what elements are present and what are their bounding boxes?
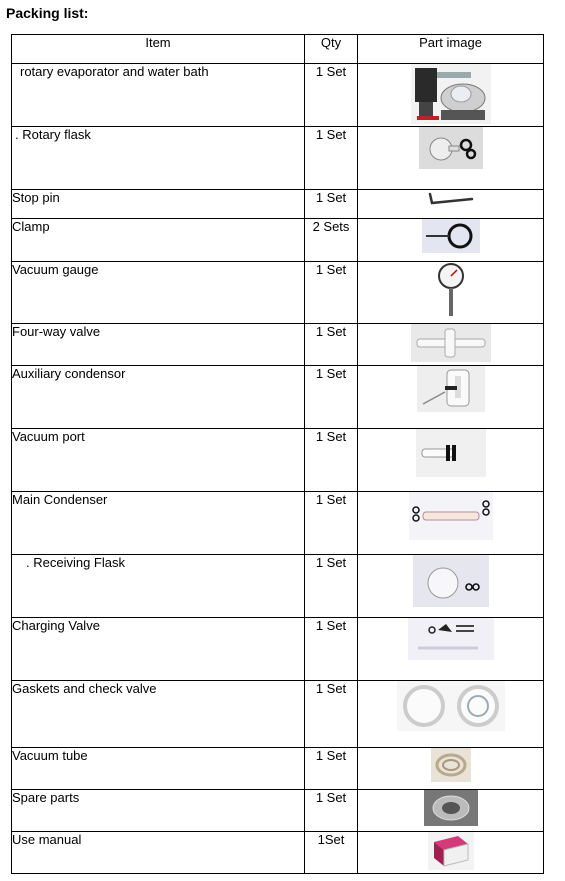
item-cell: Stop pin xyxy=(12,190,305,219)
item-cell: . Rotary flask xyxy=(12,127,305,190)
qty-cell: 1 Set xyxy=(305,64,358,127)
item-cell: Clamp xyxy=(12,219,305,262)
table-row xyxy=(12,429,544,492)
column-header-image: Part image xyxy=(358,35,544,64)
qty-cell: 1 Set xyxy=(305,366,358,429)
table-row xyxy=(12,832,544,874)
table-row xyxy=(12,219,544,262)
image-cell xyxy=(358,127,544,190)
item-cell: Main Condenser xyxy=(12,492,305,555)
gaskets-photo-icon xyxy=(397,681,505,731)
receiving-flask-photo-icon xyxy=(413,555,489,607)
table-row xyxy=(12,366,544,429)
item-cell: Use manual xyxy=(12,832,305,874)
rotary-flask-photo-icon xyxy=(419,127,483,169)
item-cell: Spare parts xyxy=(12,790,305,832)
image-cell xyxy=(358,366,544,429)
auxiliary-condensor-photo-icon xyxy=(417,366,485,412)
qty-cell: 1 Set xyxy=(305,127,358,190)
qty-cell: 2 Sets xyxy=(305,219,358,262)
item-cell: Charging Valve xyxy=(12,618,305,681)
column-header-item: Item xyxy=(12,35,305,64)
table-header-row xyxy=(12,35,544,64)
table-row xyxy=(12,618,544,681)
item-cell: Four-way valve xyxy=(12,324,305,366)
table-row xyxy=(12,790,544,832)
rotary-evaporator-photo-icon xyxy=(411,64,491,124)
qty-cell: 1 Set xyxy=(305,555,358,618)
item-cell: Vacuum tube xyxy=(12,748,305,790)
item-cell: rotary evaporator and water bath xyxy=(12,64,305,127)
image-cell xyxy=(358,262,544,324)
qty-cell: 1 Set xyxy=(305,324,358,366)
table-row xyxy=(12,748,544,790)
qty-cell: 1 Set xyxy=(305,492,358,555)
table-row xyxy=(12,262,544,324)
spare-parts-photo-icon xyxy=(424,790,478,826)
table-row xyxy=(12,492,544,555)
table-row xyxy=(12,555,544,618)
use-manual-photo-icon xyxy=(428,832,474,870)
qty-cell: 1 Set xyxy=(305,681,358,748)
stop-pin-photo-icon xyxy=(427,191,475,207)
qty-cell: 1 Set xyxy=(305,262,358,324)
charging-valve-photo-icon xyxy=(408,618,494,660)
item-cell: Vacuum gauge xyxy=(12,262,305,324)
item-cell: Vacuum port xyxy=(12,429,305,492)
image-cell xyxy=(358,190,544,219)
page-title: Packing list: xyxy=(6,5,89,21)
table-row xyxy=(12,190,544,219)
table-row xyxy=(12,64,544,127)
image-cell xyxy=(358,429,544,492)
image-cell xyxy=(358,324,544,366)
image-cell xyxy=(358,832,544,874)
qty-cell: 1Set xyxy=(305,832,358,874)
image-cell xyxy=(358,790,544,832)
item-cell: . Receiving Flask xyxy=(12,555,305,618)
qty-cell: 1 Set xyxy=(305,429,358,492)
image-cell xyxy=(358,492,544,555)
main-condenser-photo-icon xyxy=(409,492,493,540)
qty-cell: 1 Set xyxy=(305,618,358,681)
item-cell: Gaskets and check valve xyxy=(12,681,305,748)
four-way-valve-photo-icon xyxy=(411,324,491,362)
qty-cell: 1 Set xyxy=(305,190,358,219)
image-cell xyxy=(358,219,544,262)
clamp-photo-icon xyxy=(422,219,480,253)
image-cell xyxy=(358,618,544,681)
image-cell xyxy=(358,681,544,748)
vacuum-gauge-photo-icon xyxy=(435,262,467,318)
packing-list-table xyxy=(11,34,544,874)
table-row xyxy=(12,324,544,366)
image-cell xyxy=(358,64,544,127)
image-cell xyxy=(358,748,544,790)
vacuum-tube-photo-icon xyxy=(431,748,471,782)
item-cell: Auxiliary condensor xyxy=(12,366,305,429)
table-row xyxy=(12,681,544,748)
image-cell xyxy=(358,555,544,618)
qty-cell: 1 Set xyxy=(305,748,358,790)
qty-cell: 1 Set xyxy=(305,790,358,832)
table-row xyxy=(12,127,544,190)
column-header-qty: Qty xyxy=(305,35,358,64)
vacuum-port-photo-icon xyxy=(416,429,486,477)
